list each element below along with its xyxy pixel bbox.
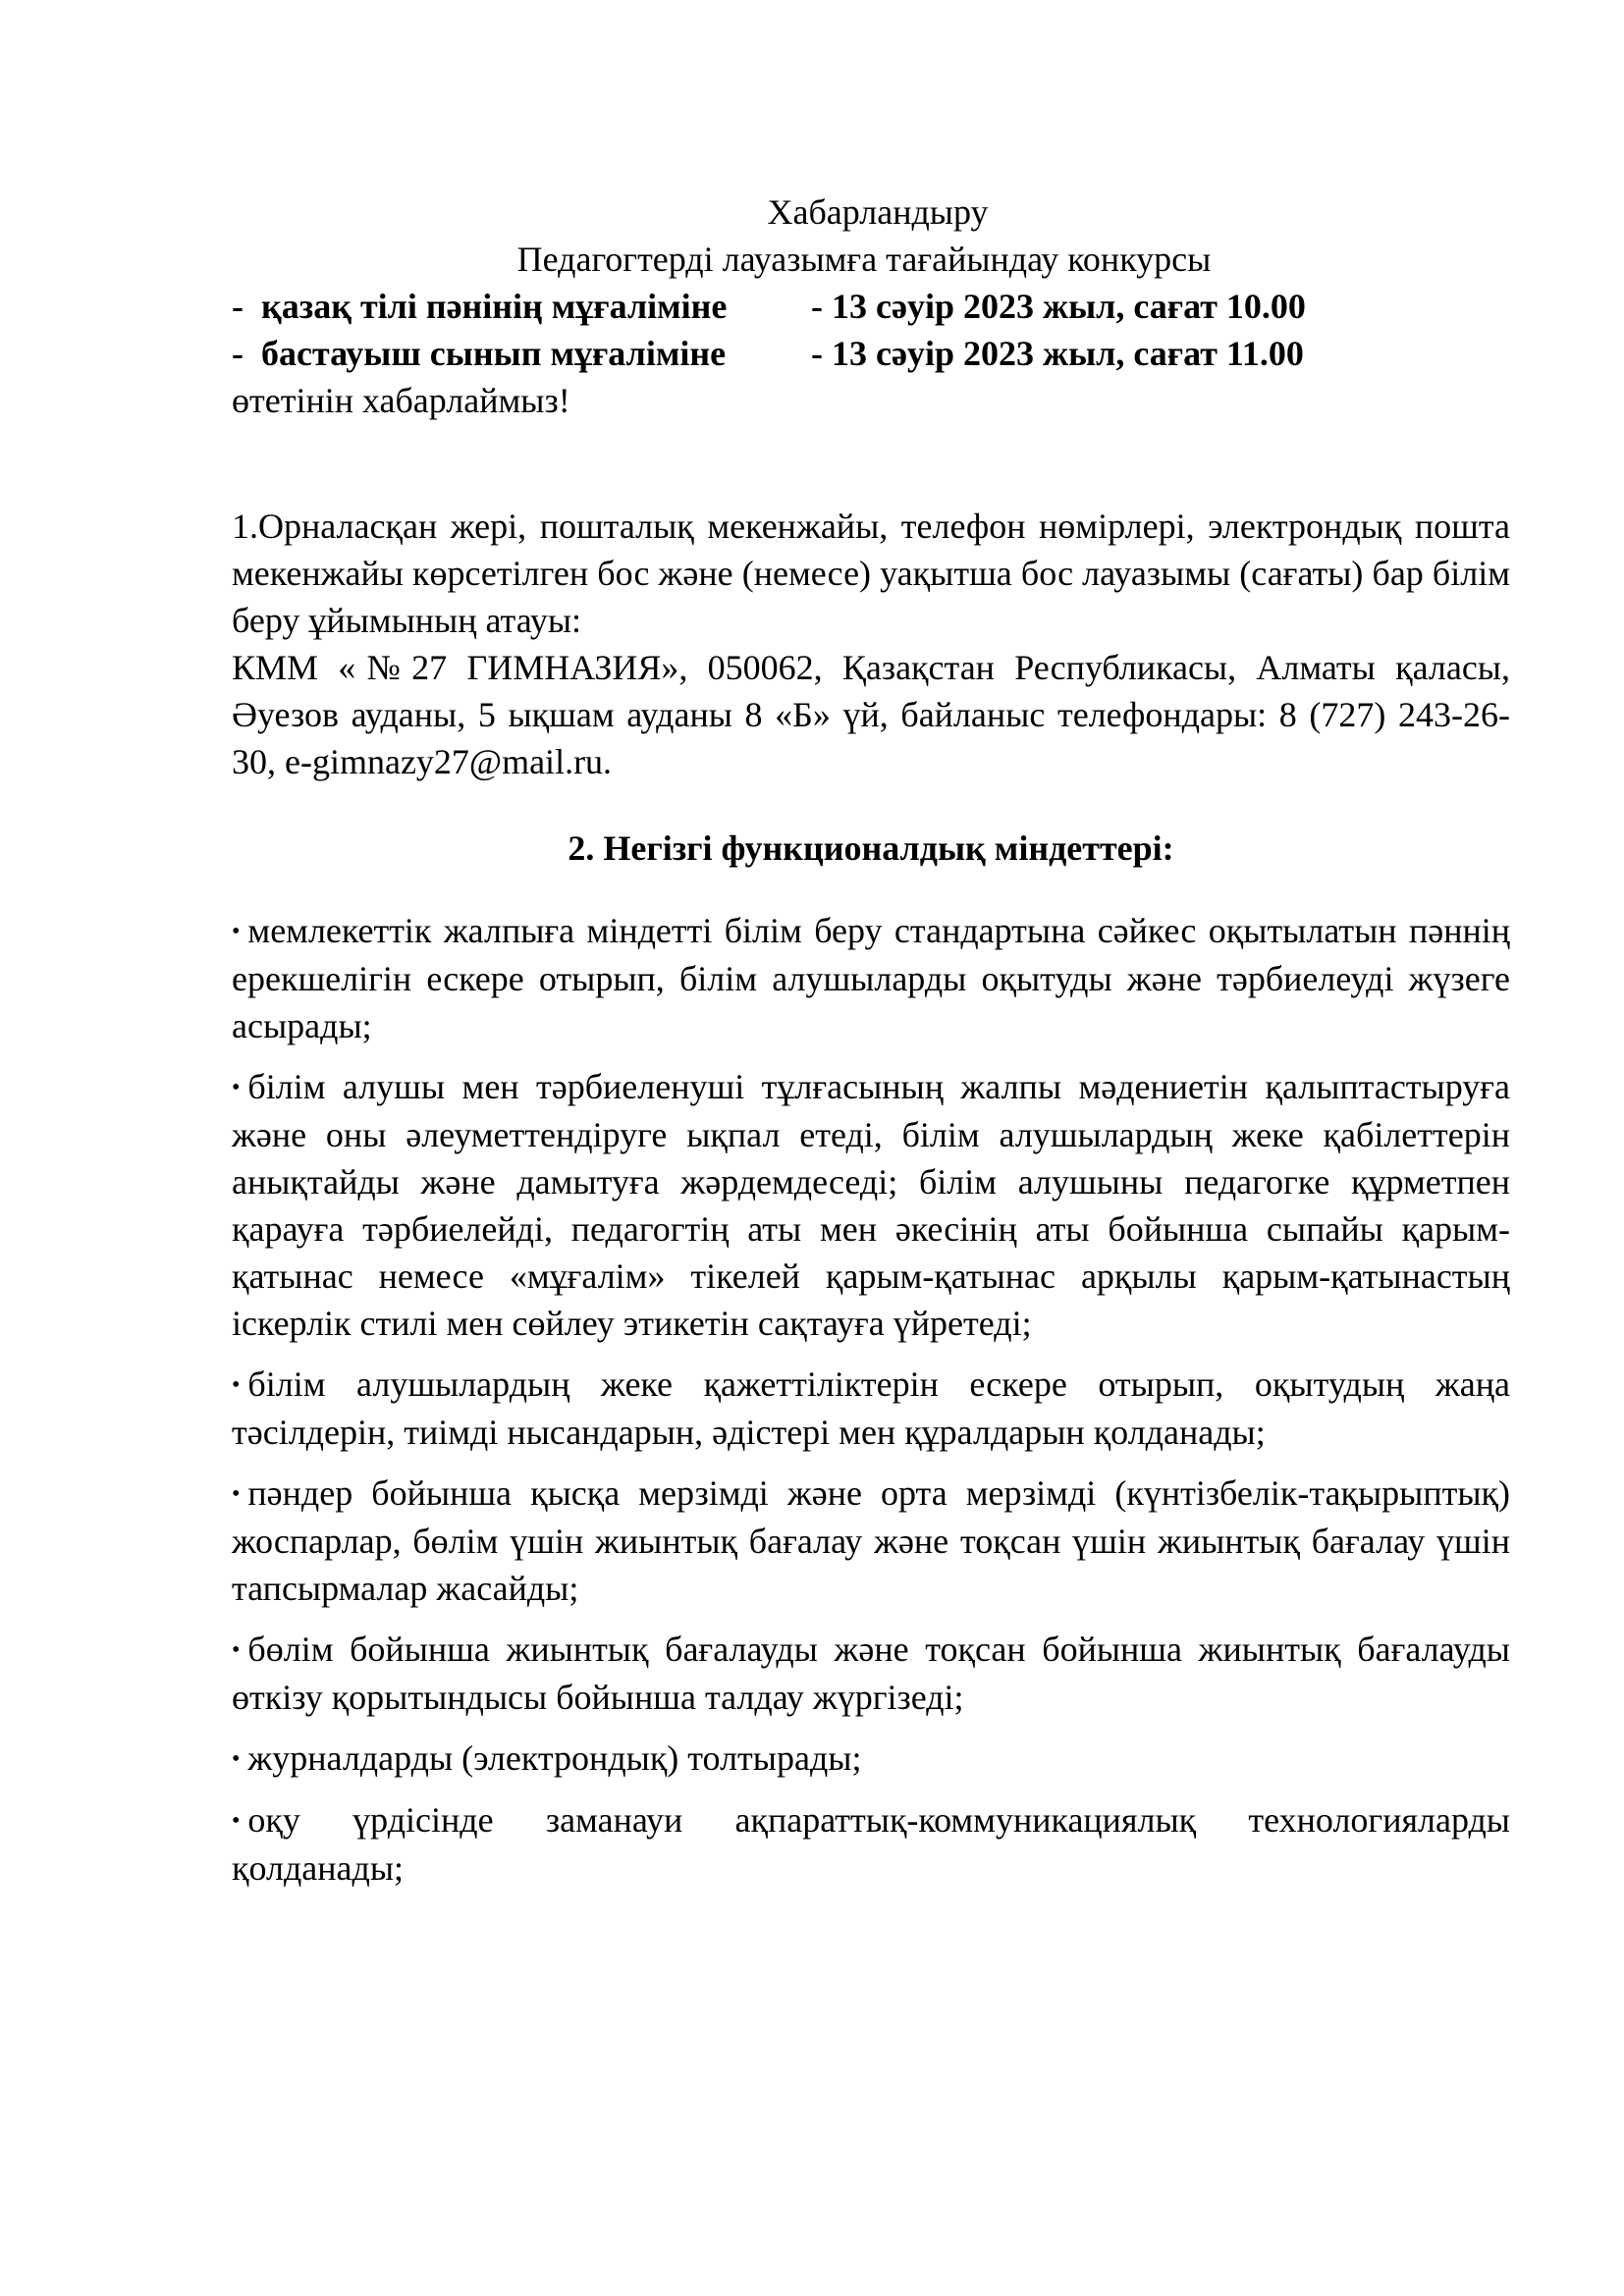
contest-date: - 13 сәуір 2023 жыл, сағат 11.00: [811, 334, 1304, 373]
list-item-text: журналдарды (электрондық) толтырады;: [247, 1738, 862, 1778]
list-item-text: білім алушы мен тәрбиеленуші тұлғасының жалпы мәдениетін қалыптастыруға және оны әлеуметтендіруге ықпал етеді, білім алушылардың жеке қабілеттерін анықтайды және дамытуға жәрдемдеседі; білім алушыны педагогке құрметпен қарауға тәрбиелейді, педагогтің аты мен әкесінің аты бойынша сыпайы қарым-қатынас немесе «мұғалім» тікелей қарым-қатынас арқылы қарым-қатынастың іскерлік стилі мен сөйлеу этикетін сақтауға үйретеді;: [232, 1067, 1510, 1343]
announcement-subtitle: Педагогтерді лауазымға тағайындау конкурсы: [516, 240, 1212, 279]
list-item: [232, 1735, 1510, 1783]
contest-subject: - қазақ тілі пәнінің мұғаліміне: [232, 287, 728, 326]
list-item: [232, 907, 1510, 1049]
document-content: [232, 188, 1510, 1927]
announcement-title: Хабарландыру: [767, 192, 989, 232]
list-item: [232, 1469, 1510, 1612]
section-2-heading: 2. Негізгі функционалдық міндеттері:: [568, 828, 1174, 868]
contest-row-kazakh: [232, 283, 1510, 330]
duties-list: [232, 907, 1510, 1892]
list-item: [232, 1626, 1510, 1721]
contest-subject: - бастауыш сынып мұғаліміне: [232, 334, 727, 373]
bullet-icon: •: [232, 1075, 241, 1100]
section-1: [232, 503, 1510, 785]
list-item-text: бөлім бойынша жиынтық бағалауды және тоқсан бойынша жиынтық бағалауды өткізу қорытындысы бойынша талдау жүргізеді;: [232, 1629, 1510, 1717]
contest-row-primary: [232, 330, 1510, 377]
bullet-icon: •: [232, 1746, 241, 1772]
list-item-text: пәндер бойынша қысқа мерзімді және орта мерзімді (күнтізбелік-тақырыптық) жоспарлар, бөлім үшін жиынтық бағалау және тоқсан үшін жиынтық бағалау үшін тапсырмалар жасайды;: [232, 1473, 1510, 1608]
bullet-icon: •: [232, 1481, 241, 1507]
contest-date: - 13 сәуір 2023 жыл, сағат 10.00: [811, 287, 1306, 326]
bullet-icon: •: [232, 1372, 241, 1398]
bullet-icon: •: [232, 1637, 241, 1663]
list-item: [232, 1796, 1510, 1892]
list-item: [232, 1361, 1510, 1456]
list-item-text: мемлекеттік жалпыға міндетті білім беру стандартына сәйкес оқытылатын пәннің ерекшелігін ескере отырып, білім алушыларды оқытуды және тәрбиелеуді жүзеге асырады;: [232, 911, 1510, 1045]
list-item-text: оқу үрдісінде заманауи ақпараттық-коммуникациялық технологияларды қолданады;: [232, 1800, 1510, 1888]
list-item: [232, 1063, 1510, 1347]
bullet-icon: •: [232, 919, 241, 944]
section-1-text: 1.Орналасқан жері, пошталық мекенжайы, телефон нөмірлері, электрондық пошта мекенжайы көрсетілген бос және (немесе) уақытша бос лауазымы (сағаты) бар білім беру ұйымының атауы:: [232, 507, 1510, 640]
list-item-text: білім алушылардың жеке қажеттіліктерін ескере отырып, оқытудың жаңа тәсілдерін, тиімді нысандарын, әдістері мен құралдарын қолданады;: [232, 1364, 1510, 1452]
announce-line: өтетінін хабарлаймыз!: [232, 381, 570, 420]
organization-address: КММ «№27 ГИМНАЗИЯ», 050062, Қазақстан Республикасы, Алматы қаласы, Әуезов ауданы, 5 ықшам ауданы 8 «Б» үй, байланыс телефондары: 8 (727) 243-26-30, e-gimnazy27@mail.ru.: [232, 648, 1510, 781]
bullet-icon: •: [232, 1808, 241, 1834]
